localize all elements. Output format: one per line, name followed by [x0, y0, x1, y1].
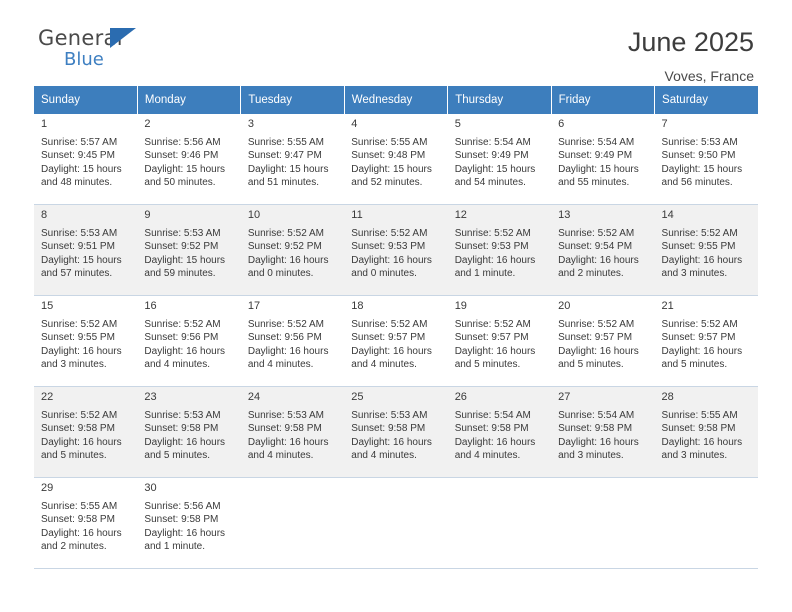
sunrise-time: Sunrise: 5:53 AM: [247, 410, 324, 422]
day-number: 27: [558, 391, 571, 403]
sunrise-time: Sunrise: 5:57 AM: [41, 137, 118, 149]
daylight-minutes: and 55 minutes.: [558, 176, 630, 188]
calendar-day-cell[interactable]: [34, 205, 137, 296]
day-details: [41, 409, 137, 462]
sunrise-time: Sunrise: 5:54 AM: [454, 137, 531, 149]
day-details: [455, 136, 551, 189]
day-details: [144, 409, 240, 462]
calendar-day-cell[interactable]: [137, 205, 240, 296]
day-number: 20: [558, 300, 571, 312]
day-number: 29: [41, 482, 54, 494]
daylight-hours: Daylight: 16 hours: [558, 345, 639, 357]
day-number: 2: [144, 118, 151, 130]
daylight-hours: Daylight: 16 hours: [144, 527, 226, 539]
sunset-time: Sunset: 9:58 PM: [351, 423, 426, 435]
day-number: 13: [558, 209, 571, 221]
sunrise-time: Sunrise: 5:52 AM: [351, 228, 428, 240]
weekday-header-sunday: Sunday: [34, 86, 137, 114]
daylight-minutes: and 5 minutes.: [41, 449, 107, 461]
sunset-time: Sunset: 9:51 PM: [41, 241, 115, 253]
sunset-time: Sunset: 9:53 PM: [351, 241, 426, 253]
calendar-day-cell[interactable]: [655, 205, 758, 296]
daylight-hours: Daylight: 16 hours: [247, 436, 329, 448]
sunset-time: Sunset: 9:58 PM: [144, 423, 219, 435]
day-number: 10: [247, 209, 261, 221]
day-number: 14: [661, 209, 674, 221]
sunset-time: Sunset: 9:50 PM: [661, 150, 736, 162]
sunset-time: Sunset: 9:58 PM: [558, 423, 633, 435]
calendar-day-cell[interactable]: [137, 296, 240, 387]
sunset-time: Sunset: 9:58 PM: [144, 514, 219, 526]
sunrise-time: Sunrise: 5:53 AM: [144, 228, 221, 240]
sunset-time: Sunset: 9:52 PM: [144, 241, 219, 253]
daylight-hours: Daylight: 16 hours: [661, 345, 743, 357]
sunset-time: Sunset: 9:58 PM: [661, 423, 736, 435]
daylight-minutes: and 3 minutes.: [558, 449, 624, 461]
daylight-hours: Daylight: 16 hours: [247, 345, 329, 357]
daylight-hours: Daylight: 16 hours: [41, 436, 122, 448]
daylight-hours: Daylight: 16 hours: [144, 436, 226, 448]
daylight-minutes: and 5 minutes.: [454, 358, 521, 370]
day-details: [144, 318, 240, 371]
daylight-hours: Daylight: 16 hours: [144, 345, 226, 357]
day-details: [455, 227, 551, 280]
daylight-hours: Daylight: 16 hours: [247, 254, 329, 266]
day-details: [662, 136, 758, 189]
calendar-day-cell[interactable]: [137, 478, 240, 569]
sunset-time: Sunset: 9:56 PM: [144, 332, 219, 344]
daylight-hours: Daylight: 16 hours: [351, 436, 432, 448]
sunrise-time: Sunrise: 5:54 AM: [454, 410, 531, 422]
sunrise-time: Sunrise: 5:55 AM: [247, 137, 324, 149]
day-details: [144, 136, 240, 189]
sunset-time: Sunset: 9:55 PM: [661, 241, 736, 253]
day-number: 28: [661, 391, 674, 403]
daylight-minutes: and 3 minutes.: [661, 449, 728, 461]
sunset-time: Sunset: 9:49 PM: [558, 150, 633, 162]
day-details: [351, 318, 447, 371]
sunrise-time: Sunrise: 5:55 AM: [41, 501, 118, 513]
day-details: [662, 409, 758, 462]
calendar-day-cell[interactable]: [34, 114, 137, 205]
day-details: [662, 227, 758, 280]
calendar-day-cell[interactable]: [551, 387, 654, 478]
calendar-day-cell[interactable]: [241, 387, 344, 478]
sunrise-time: Sunrise: 5:53 AM: [41, 228, 118, 240]
daylight-minutes: and 4 minutes.: [144, 358, 211, 370]
daylight-minutes: and 56 minutes.: [661, 176, 733, 188]
day-details: [455, 318, 551, 371]
daylight-hours: Daylight: 15 hours: [351, 163, 432, 175]
calendar-week-row: [34, 387, 758, 478]
sunset-time: Sunset: 9:58 PM: [41, 423, 115, 435]
daylight-minutes: and 2 minutes.: [41, 540, 107, 552]
day-number: 4: [351, 118, 358, 130]
sunrise-time: Sunrise: 5:55 AM: [351, 137, 428, 149]
daylight-minutes: and 1 minute.: [454, 267, 516, 279]
daylight-minutes: and 59 minutes.: [144, 267, 216, 279]
calendar-week-row: [34, 205, 758, 296]
sunrise-time: Sunrise: 5:52 AM: [558, 228, 635, 240]
calendar-day-empty: [241, 478, 344, 569]
sunset-time: Sunset: 9:46 PM: [144, 150, 219, 162]
weekday-header-tuesday: Tuesday: [241, 86, 344, 114]
day-number: 22: [41, 391, 54, 403]
calendar-body: [34, 114, 758, 569]
day-details: [248, 136, 344, 189]
page-header: [34, 0, 758, 84]
sunrise-time: Sunrise: 5:52 AM: [144, 319, 221, 331]
sunrise-time: Sunrise: 5:52 AM: [41, 319, 118, 331]
sunrise-time: Sunrise: 5:52 AM: [558, 319, 635, 331]
sunrise-time: Sunrise: 5:53 AM: [661, 137, 738, 149]
logo[interactable]: [38, 28, 123, 69]
daylight-minutes: and 52 minutes.: [351, 176, 423, 188]
calendar-week-row: [34, 296, 758, 387]
calendar-day-cell[interactable]: [34, 387, 137, 478]
day-number: 26: [454, 391, 467, 403]
day-details: [41, 227, 137, 280]
day-number: 23: [144, 391, 157, 403]
calendar-day-cell[interactable]: [137, 114, 240, 205]
calendar-day-cell[interactable]: [137, 387, 240, 478]
daylight-hours: Daylight: 15 hours: [661, 163, 743, 175]
day-number: 30: [144, 482, 157, 494]
sunset-time: Sunset: 9:56 PM: [247, 332, 322, 344]
daylight-minutes: and 0 minutes.: [247, 267, 314, 279]
weekday-header-thursday: Thursday: [448, 86, 551, 114]
day-number: 6: [558, 118, 565, 130]
sunset-time: Sunset: 9:45 PM: [41, 150, 115, 162]
day-details: [558, 409, 654, 462]
sunset-time: Sunset: 9:58 PM: [454, 423, 529, 435]
calendar-day-empty: [551, 478, 654, 569]
calendar-day-cell[interactable]: [344, 296, 447, 387]
location-subtitle: Voves, France: [664, 68, 754, 84]
day-number: 25: [351, 391, 364, 403]
sunset-time: Sunset: 9:58 PM: [41, 514, 115, 526]
daylight-minutes: and 3 minutes.: [661, 267, 728, 279]
daylight-hours: Daylight: 15 hours: [144, 254, 226, 266]
day-number: 17: [247, 300, 261, 312]
calendar-day-cell[interactable]: [655, 296, 758, 387]
sunrise-time: Sunrise: 5:52 AM: [247, 319, 324, 331]
day-number: 5: [454, 118, 461, 130]
day-details: [248, 227, 344, 280]
sunset-time: Sunset: 9:54 PM: [558, 241, 633, 253]
day-details: [351, 136, 447, 189]
calendar-day-cell[interactable]: [241, 296, 344, 387]
daylight-hours: Daylight: 15 hours: [41, 254, 122, 266]
day-number: 19: [454, 300, 467, 312]
calendar-day-cell[interactable]: [448, 205, 551, 296]
day-details: [248, 318, 344, 371]
weekday-header-monday: Monday: [137, 86, 240, 114]
sunset-time: Sunset: 9:57 PM: [661, 332, 736, 344]
calendar-day-cell[interactable]: [344, 205, 447, 296]
daylight-minutes: and 3 minutes.: [41, 358, 107, 370]
sunset-time: Sunset: 9:57 PM: [558, 332, 633, 344]
calendar-day-cell[interactable]: [551, 296, 654, 387]
calendar-day-cell[interactable]: [655, 114, 758, 205]
day-details: [351, 227, 447, 280]
day-number: 15: [41, 300, 54, 312]
sunset-time: Sunset: 9:49 PM: [454, 150, 529, 162]
daylight-minutes: and 5 minutes.: [144, 449, 211, 461]
daylight-minutes: and 5 minutes.: [661, 358, 728, 370]
sunrise-sunset-calendar: [34, 86, 758, 569]
logo-text-blue: Blue: [64, 49, 104, 70]
day-number: 8: [41, 209, 48, 221]
day-details: [144, 500, 240, 553]
sunrise-time: Sunrise: 5:55 AM: [661, 410, 738, 422]
daylight-hours: Daylight: 16 hours: [558, 436, 639, 448]
calendar-day-empty: [448, 478, 551, 569]
daylight-minutes: and 4 minutes.: [454, 449, 521, 461]
sunrise-time: Sunrise: 5:52 AM: [661, 319, 738, 331]
weekday-header-row: [34, 86, 758, 114]
sunset-time: Sunset: 9:57 PM: [351, 332, 426, 344]
day-details: [662, 318, 758, 371]
day-number: 9: [144, 209, 151, 221]
calendar-day-cell[interactable]: [448, 387, 551, 478]
sunrise-time: Sunrise: 5:52 AM: [41, 410, 118, 422]
day-details: [351, 409, 447, 462]
day-details: [558, 136, 654, 189]
daylight-minutes: and 2 minutes.: [558, 267, 624, 279]
daylight-minutes: and 1 minute.: [144, 540, 206, 552]
page-title: June 2025: [627, 27, 754, 57]
daylight-hours: Daylight: 16 hours: [454, 254, 536, 266]
daylight-minutes: and 0 minutes.: [351, 267, 417, 279]
calendar-day-cell[interactable]: [34, 478, 137, 569]
calendar-day-cell[interactable]: [241, 114, 344, 205]
sunrise-time: Sunrise: 5:56 AM: [144, 137, 221, 149]
sunset-time: Sunset: 9:47 PM: [247, 150, 322, 162]
weekday-header-friday: Friday: [551, 86, 654, 114]
calendar-day-cell[interactable]: [551, 114, 654, 205]
day-number: 24: [247, 391, 261, 403]
sunrise-time: Sunrise: 5:52 AM: [661, 228, 738, 240]
calendar-day-cell[interactable]: [344, 114, 447, 205]
sunrise-time: Sunrise: 5:52 AM: [454, 319, 531, 331]
sunset-time: Sunset: 9:53 PM: [454, 241, 529, 253]
daylight-hours: Daylight: 16 hours: [454, 436, 536, 448]
sunset-time: Sunset: 9:52 PM: [247, 241, 322, 253]
calendar-day-cell[interactable]: [241, 205, 344, 296]
sunrise-time: Sunrise: 5:56 AM: [144, 501, 221, 513]
calendar-day-cell[interactable]: [448, 114, 551, 205]
daylight-minutes: and 5 minutes.: [558, 358, 624, 370]
day-number: 3: [247, 118, 254, 130]
sunrise-time: Sunrise: 5:53 AM: [144, 410, 221, 422]
daylight-hours: Daylight: 15 hours: [454, 163, 536, 175]
day-details: [558, 227, 654, 280]
calendar-day-cell[interactable]: [655, 387, 758, 478]
daylight-hours: Daylight: 15 hours: [247, 163, 329, 175]
daylight-hours: Daylight: 15 hours: [41, 163, 122, 175]
daylight-hours: Daylight: 16 hours: [351, 345, 432, 357]
day-number: 12: [454, 209, 467, 221]
sunrise-time: Sunrise: 5:54 AM: [558, 410, 635, 422]
day-details: [144, 227, 240, 280]
sunrise-time: Sunrise: 5:52 AM: [247, 228, 324, 240]
daylight-hours: Daylight: 16 hours: [558, 254, 639, 266]
sunset-time: Sunset: 9:58 PM: [247, 423, 322, 435]
daylight-minutes: and 48 minutes.: [41, 176, 113, 188]
sunset-time: Sunset: 9:55 PM: [41, 332, 115, 344]
daylight-minutes: and 4 minutes.: [351, 358, 417, 370]
daylight-hours: Daylight: 16 hours: [41, 527, 122, 539]
calendar-day-empty: [344, 478, 447, 569]
daylight-hours: Daylight: 15 hours: [558, 163, 639, 175]
daylight-hours: Daylight: 16 hours: [661, 254, 743, 266]
daylight-hours: Daylight: 16 hours: [454, 345, 536, 357]
day-number: 1: [41, 118, 48, 130]
sunrise-time: Sunrise: 5:52 AM: [351, 319, 428, 331]
calendar-day-cell[interactable]: [344, 387, 447, 478]
daylight-minutes: and 57 minutes.: [41, 267, 113, 279]
daylight-minutes: and 4 minutes.: [247, 358, 314, 370]
daylight-hours: Daylight: 16 hours: [41, 345, 122, 357]
day-details: [455, 409, 551, 462]
sunset-time: Sunset: 9:57 PM: [454, 332, 529, 344]
daylight-minutes: and 51 minutes.: [247, 176, 320, 188]
day-number: 11: [351, 209, 363, 221]
calendar-week-row: [34, 478, 758, 569]
weekday-header-wednesday: Wednesday: [344, 86, 447, 114]
weekday-header-saturday: Saturday: [655, 86, 758, 114]
daylight-minutes: and 4 minutes.: [351, 449, 417, 461]
day-number: 7: [661, 118, 668, 130]
daylight-hours: Daylight: 16 hours: [351, 254, 432, 266]
sunset-time: Sunset: 9:48 PM: [351, 150, 426, 162]
sunrise-time: Sunrise: 5:52 AM: [454, 228, 531, 240]
day-number: 21: [661, 300, 674, 312]
calendar-day-cell[interactable]: [34, 296, 137, 387]
day-details: [248, 409, 344, 462]
sunrise-time: Sunrise: 5:54 AM: [558, 137, 635, 149]
day-details: [558, 318, 654, 371]
day-details: [41, 318, 137, 371]
day-number: 18: [351, 300, 364, 312]
calendar-day-cell[interactable]: [448, 296, 551, 387]
day-details: [41, 500, 137, 553]
flag-icon: [110, 28, 136, 48]
day-details: [41, 136, 137, 189]
sunrise-time: Sunrise: 5:53 AM: [351, 410, 428, 422]
daylight-minutes: and 50 minutes.: [144, 176, 216, 188]
daylight-minutes: and 54 minutes.: [454, 176, 526, 188]
daylight-minutes: and 4 minutes.: [247, 449, 314, 461]
calendar-week-row: [34, 114, 758, 205]
logo-text-general: General: [38, 26, 123, 50]
calendar-day-empty: [655, 478, 758, 569]
day-number: 16: [144, 300, 157, 312]
calendar-day-cell[interactable]: [551, 205, 654, 296]
daylight-hours: Daylight: 16 hours: [661, 436, 743, 448]
daylight-hours: Daylight: 15 hours: [144, 163, 226, 175]
